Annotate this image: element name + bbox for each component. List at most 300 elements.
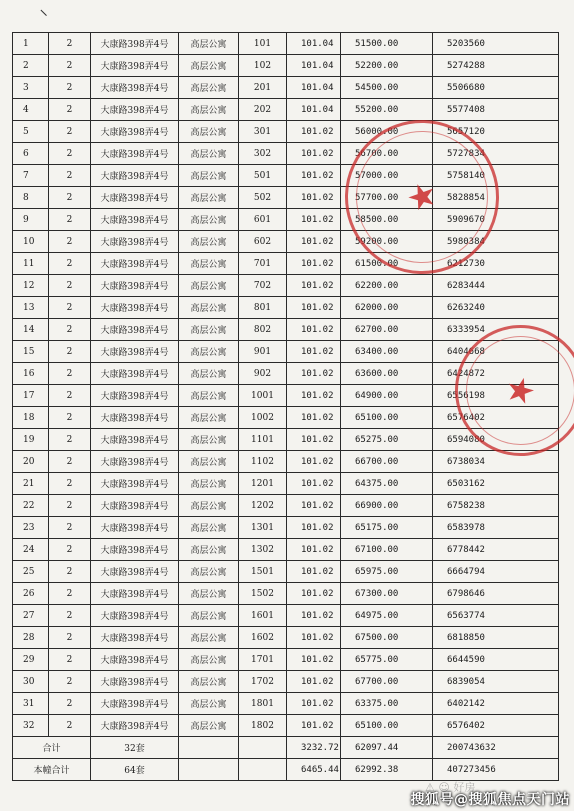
row-floors: 2 xyxy=(49,55,91,77)
row-floors: 2 xyxy=(49,385,91,407)
row-floors: 2 xyxy=(49,99,91,121)
row-floors: 2 xyxy=(49,649,91,671)
row-room: 501 xyxy=(239,165,287,187)
row-unit-price: 64900.00 xyxy=(341,385,433,407)
subtotal-empty xyxy=(179,737,239,759)
row-total: 6283444 xyxy=(433,275,559,297)
row-room: 301 xyxy=(239,121,287,143)
table-row xyxy=(13,715,559,737)
row-address: 大康路398弄4号 xyxy=(91,165,179,187)
row-number: 13 xyxy=(13,297,49,319)
row-address: 大康路398弄4号 xyxy=(91,341,179,363)
row-unit-price: 54500.00 xyxy=(341,77,433,99)
row-floors: 2 xyxy=(49,715,91,737)
row-number: 31 xyxy=(13,693,49,715)
row-unit-price: 65100.00 xyxy=(341,715,433,737)
row-type: 高层公寓 xyxy=(179,363,239,385)
table-row xyxy=(13,539,559,561)
seal-star-icon: ★ xyxy=(500,367,541,414)
row-total: 6333954 xyxy=(433,319,559,341)
row-number: 29 xyxy=(13,649,49,671)
row-unit-price: 51500.00 xyxy=(341,33,433,55)
row-room: 802 xyxy=(239,319,287,341)
table-row xyxy=(13,121,559,143)
row-area: 101.02 xyxy=(287,715,341,737)
table-row xyxy=(13,627,559,649)
row-room: 1102 xyxy=(239,451,287,473)
row-type: 高层公寓 xyxy=(179,517,239,539)
row-room: 1601 xyxy=(239,605,287,627)
row-area: 101.04 xyxy=(287,77,341,99)
row-room: 801 xyxy=(239,297,287,319)
row-room: 101 xyxy=(239,33,287,55)
row-type: 高层公寓 xyxy=(179,495,239,517)
row-address: 大康路398弄4号 xyxy=(91,583,179,605)
faint-overlay-text: ⚠ ☺ 好房 xyxy=(425,781,476,794)
table-row xyxy=(13,319,559,341)
table-row xyxy=(13,451,559,473)
row-unit-price: 61500.00 xyxy=(341,253,433,275)
row-unit-price: 64975.00 xyxy=(341,605,433,627)
row-room: 1101 xyxy=(239,429,287,451)
row-address: 大康路398弄4号 xyxy=(91,539,179,561)
row-address: 大康路398弄4号 xyxy=(91,627,179,649)
row-type: 高层公寓 xyxy=(179,319,239,341)
row-floors: 2 xyxy=(49,517,91,539)
row-address: 大康路398弄4号 xyxy=(91,77,179,99)
row-total: 6563774 xyxy=(433,605,559,627)
row-address: 大康路398弄4号 xyxy=(91,429,179,451)
row-type: 高层公寓 xyxy=(179,583,239,605)
row-address: 大康路398弄4号 xyxy=(91,275,179,297)
row-number: 12 xyxy=(13,275,49,297)
row-number: 7 xyxy=(13,165,49,187)
building-total-label: 本幢合计 xyxy=(13,759,91,781)
table-row xyxy=(13,55,559,77)
row-area: 101.02 xyxy=(287,319,341,341)
row-floors: 2 xyxy=(49,209,91,231)
row-total: 6738034 xyxy=(433,451,559,473)
row-room: 1501 xyxy=(239,561,287,583)
row-area: 101.02 xyxy=(287,649,341,671)
row-type: 高层公寓 xyxy=(179,539,239,561)
row-total: 5657120 xyxy=(433,121,559,143)
row-type: 高层公寓 xyxy=(179,253,239,275)
subtotal-area: 3232.72 xyxy=(287,737,341,759)
row-total: 6583978 xyxy=(433,517,559,539)
row-floors: 2 xyxy=(49,539,91,561)
row-total: 6402142 xyxy=(433,693,559,715)
table-row xyxy=(13,693,559,715)
row-room: 601 xyxy=(239,209,287,231)
row-number: 10 xyxy=(13,231,49,253)
row-floors: 2 xyxy=(49,341,91,363)
table-row xyxy=(13,297,559,319)
row-number: 5 xyxy=(13,121,49,143)
row-floors: 2 xyxy=(49,407,91,429)
row-type: 高层公寓 xyxy=(179,407,239,429)
row-total: 6576402 xyxy=(433,715,559,737)
table-row xyxy=(13,517,559,539)
table-row xyxy=(13,77,559,99)
building-total-total: 407273456 xyxy=(433,759,559,781)
table-row xyxy=(13,385,559,407)
row-area: 101.02 xyxy=(287,363,341,385)
row-address: 大康路398弄4号 xyxy=(91,693,179,715)
row-area: 101.04 xyxy=(287,99,341,121)
row-room: 1701 xyxy=(239,649,287,671)
row-total: 6404668 xyxy=(433,341,559,363)
row-number: 19 xyxy=(13,429,49,451)
row-area: 101.02 xyxy=(287,297,341,319)
row-floors: 2 xyxy=(49,231,91,253)
row-unit-price: 64375.00 xyxy=(341,473,433,495)
row-floors: 2 xyxy=(49,363,91,385)
row-address: 大康路398弄4号 xyxy=(91,143,179,165)
row-room: 701 xyxy=(239,253,287,275)
row-type: 高层公寓 xyxy=(179,231,239,253)
row-type: 高层公寓 xyxy=(179,671,239,693)
row-number: 15 xyxy=(13,341,49,363)
row-area: 101.02 xyxy=(287,429,341,451)
row-number: 1 xyxy=(13,33,49,55)
row-area: 101.02 xyxy=(287,517,341,539)
row-room: 1702 xyxy=(239,671,287,693)
row-address: 大康路398弄4号 xyxy=(91,517,179,539)
row-number: 32 xyxy=(13,715,49,737)
row-number: 4 xyxy=(13,99,49,121)
row-area: 101.02 xyxy=(287,253,341,275)
row-room: 1602 xyxy=(239,627,287,649)
row-type: 高层公寓 xyxy=(179,605,239,627)
row-address: 大康路398弄4号 xyxy=(91,473,179,495)
table-row xyxy=(13,671,559,693)
row-unit-price: 58500.00 xyxy=(341,209,433,231)
row-number: 24 xyxy=(13,539,49,561)
row-number: 27 xyxy=(13,605,49,627)
row-total: 6594080 xyxy=(433,429,559,451)
subtotal-avg-price: 62097.44 xyxy=(341,737,433,759)
row-floors: 2 xyxy=(49,693,91,715)
row-unit-price: 62000.00 xyxy=(341,297,433,319)
row-unit-price: 63400.00 xyxy=(341,341,433,363)
row-area: 101.02 xyxy=(287,473,341,495)
row-room: 602 xyxy=(239,231,287,253)
row-number: 23 xyxy=(13,517,49,539)
corner-mark xyxy=(40,4,52,16)
row-number: 14 xyxy=(13,319,49,341)
row-number: 3 xyxy=(13,77,49,99)
row-floors: 2 xyxy=(49,473,91,495)
subtotal-total: 200743632 xyxy=(433,737,559,759)
row-floors: 2 xyxy=(49,77,91,99)
row-address: 大康路398弄4号 xyxy=(91,649,179,671)
row-unit-price: 59200.00 xyxy=(341,231,433,253)
row-unit-price: 52200.00 xyxy=(341,55,433,77)
row-unit-price: 65775.00 xyxy=(341,649,433,671)
row-address: 大康路398弄4号 xyxy=(91,561,179,583)
row-unit-price: 56700.00 xyxy=(341,143,433,165)
row-room: 1801 xyxy=(239,693,287,715)
row-number: 2 xyxy=(13,55,49,77)
row-total: 6503162 xyxy=(433,473,559,495)
row-total: 6556198 xyxy=(433,385,559,407)
row-unit-price: 67500.00 xyxy=(341,627,433,649)
row-total: 5909670 xyxy=(433,209,559,231)
row-area: 101.02 xyxy=(287,693,341,715)
row-area: 101.02 xyxy=(287,121,341,143)
row-total: 6644590 xyxy=(433,649,559,671)
row-address: 大康路398弄4号 xyxy=(91,385,179,407)
row-type: 高层公寓 xyxy=(179,341,239,363)
row-type: 高层公寓 xyxy=(179,385,239,407)
row-room: 201 xyxy=(239,77,287,99)
row-number: 18 xyxy=(13,407,49,429)
row-total: 5577408 xyxy=(433,99,559,121)
row-address: 大康路398弄4号 xyxy=(91,231,179,253)
row-floors: 2 xyxy=(49,165,91,187)
building-total-units: 64套 xyxy=(91,759,179,781)
row-address: 大康路398弄4号 xyxy=(91,55,179,77)
row-floors: 2 xyxy=(49,429,91,451)
row-type: 高层公寓 xyxy=(179,627,239,649)
price-table xyxy=(12,32,559,781)
row-address: 大康路398弄4号 xyxy=(91,407,179,429)
table-row xyxy=(13,99,559,121)
row-address: 大康路398弄4号 xyxy=(91,187,179,209)
table-row xyxy=(13,209,559,231)
row-floors: 2 xyxy=(49,671,91,693)
row-total: 5727834 xyxy=(433,143,559,165)
row-type: 高层公寓 xyxy=(179,33,239,55)
row-number: 30 xyxy=(13,671,49,693)
table-row xyxy=(13,165,559,187)
row-area: 101.02 xyxy=(287,187,341,209)
row-floors: 2 xyxy=(49,605,91,627)
row-total: 6576402 xyxy=(433,407,559,429)
row-floors: 2 xyxy=(49,275,91,297)
row-area: 101.02 xyxy=(287,583,341,605)
row-type: 高层公寓 xyxy=(179,429,239,451)
row-address: 大康路398弄4号 xyxy=(91,451,179,473)
row-address: 大康路398弄4号 xyxy=(91,253,179,275)
row-unit-price: 62200.00 xyxy=(341,275,433,297)
row-number: 6 xyxy=(13,143,49,165)
row-room: 202 xyxy=(239,99,287,121)
row-total: 5758140 xyxy=(433,165,559,187)
row-room: 102 xyxy=(239,55,287,77)
row-room: 902 xyxy=(239,363,287,385)
building-total-avg-price: 62992.38 xyxy=(341,759,433,781)
row-total: 5506680 xyxy=(433,77,559,99)
row-number: 21 xyxy=(13,473,49,495)
row-area: 101.02 xyxy=(287,209,341,231)
row-unit-price: 66900.00 xyxy=(341,495,433,517)
row-room: 302 xyxy=(239,143,287,165)
table-row xyxy=(13,561,559,583)
row-floors: 2 xyxy=(49,121,91,143)
row-unit-price: 67300.00 xyxy=(341,583,433,605)
row-room: 1001 xyxy=(239,385,287,407)
row-type: 高层公寓 xyxy=(179,143,239,165)
row-type: 高层公寓 xyxy=(179,99,239,121)
table-body xyxy=(13,33,559,737)
building-total-area: 6465.44 xyxy=(287,759,341,781)
row-room: 502 xyxy=(239,187,287,209)
row-number: 25 xyxy=(13,561,49,583)
row-area: 101.02 xyxy=(287,275,341,297)
row-unit-price: 55200.00 xyxy=(341,99,433,121)
row-total: 6212730 xyxy=(433,253,559,275)
seal-star-icon: ★ xyxy=(400,172,444,222)
table-footer xyxy=(13,737,559,781)
row-floors: 2 xyxy=(49,33,91,55)
row-address: 大康路398弄4号 xyxy=(91,495,179,517)
row-room: 702 xyxy=(239,275,287,297)
table-row xyxy=(13,187,559,209)
row-area: 101.02 xyxy=(287,407,341,429)
table-row xyxy=(13,253,559,275)
row-total: 6798646 xyxy=(433,583,559,605)
source-watermark: 搜狐号@搜狐焦点天门站 xyxy=(410,792,570,808)
row-floors: 2 xyxy=(49,297,91,319)
row-floors: 2 xyxy=(49,495,91,517)
row-address: 大康路398弄4号 xyxy=(91,99,179,121)
row-number: 22 xyxy=(13,495,49,517)
row-type: 高层公寓 xyxy=(179,649,239,671)
row-address: 大康路398弄4号 xyxy=(91,297,179,319)
row-address: 大康路398弄4号 xyxy=(91,715,179,737)
row-floors: 2 xyxy=(49,451,91,473)
row-number: 20 xyxy=(13,451,49,473)
row-type: 高层公寓 xyxy=(179,693,239,715)
row-type: 高层公寓 xyxy=(179,165,239,187)
building-total-empty xyxy=(179,759,239,781)
row-area: 101.02 xyxy=(287,341,341,363)
row-total: 5828854 xyxy=(433,187,559,209)
building-total-row xyxy=(13,759,559,781)
table-row xyxy=(13,429,559,451)
table-row xyxy=(13,363,559,385)
row-unit-price: 67700.00 xyxy=(341,671,433,693)
row-type: 高层公寓 xyxy=(179,77,239,99)
row-room: 1802 xyxy=(239,715,287,737)
row-area: 101.02 xyxy=(287,385,341,407)
row-area: 101.02 xyxy=(287,605,341,627)
row-number: 16 xyxy=(13,363,49,385)
row-floors: 2 xyxy=(49,143,91,165)
row-floors: 2 xyxy=(49,187,91,209)
table-row xyxy=(13,583,559,605)
row-number: 9 xyxy=(13,209,49,231)
row-unit-price: 65975.00 xyxy=(341,561,433,583)
row-total: 6664794 xyxy=(433,561,559,583)
row-type: 高层公寓 xyxy=(179,297,239,319)
row-area: 101.02 xyxy=(287,165,341,187)
row-total: 6778442 xyxy=(433,539,559,561)
row-area: 101.02 xyxy=(287,627,341,649)
row-unit-price: 63375.00 xyxy=(341,693,433,715)
row-floors: 2 xyxy=(49,561,91,583)
table-row xyxy=(13,143,559,165)
row-type: 高层公寓 xyxy=(179,561,239,583)
row-area: 101.02 xyxy=(287,495,341,517)
row-type: 高层公寓 xyxy=(179,473,239,495)
row-total: 5980384 xyxy=(433,231,559,253)
row-type: 高层公寓 xyxy=(179,451,239,473)
row-room: 1202 xyxy=(239,495,287,517)
row-number: 11 xyxy=(13,253,49,275)
row-number: 17 xyxy=(13,385,49,407)
row-unit-price: 65175.00 xyxy=(341,517,433,539)
subtotal-row xyxy=(13,737,559,759)
row-total: 5203560 xyxy=(433,33,559,55)
building-total-empty-2 xyxy=(239,759,287,781)
subtotal-empty-2 xyxy=(239,737,287,759)
row-unit-price: 65100.00 xyxy=(341,407,433,429)
table-row xyxy=(13,33,559,55)
row-unit-price: 57700.00 xyxy=(341,187,433,209)
row-area: 101.02 xyxy=(287,671,341,693)
row-total: 6839054 xyxy=(433,671,559,693)
table-row xyxy=(13,407,559,429)
row-address: 大康路398弄4号 xyxy=(91,121,179,143)
row-unit-price: 65275.00 xyxy=(341,429,433,451)
row-type: 高层公寓 xyxy=(179,121,239,143)
row-room: 1502 xyxy=(239,583,287,605)
row-type: 高层公寓 xyxy=(179,55,239,77)
table-row xyxy=(13,495,559,517)
row-area: 101.04 xyxy=(287,33,341,55)
row-type: 高层公寓 xyxy=(179,275,239,297)
row-room: 1302 xyxy=(239,539,287,561)
row-unit-price: 57000.00 xyxy=(341,165,433,187)
row-address: 大康路398弄4号 xyxy=(91,209,179,231)
row-unit-price: 67100.00 xyxy=(341,539,433,561)
subtotal-units: 32套 xyxy=(91,737,179,759)
row-total: 6818850 xyxy=(433,627,559,649)
row-area: 101.02 xyxy=(287,539,341,561)
row-floors: 2 xyxy=(49,319,91,341)
row-area: 101.04 xyxy=(287,55,341,77)
row-area: 101.02 xyxy=(287,143,341,165)
row-room: 1301 xyxy=(239,517,287,539)
table-row xyxy=(13,605,559,627)
row-area: 101.02 xyxy=(287,231,341,253)
row-total: 6758238 xyxy=(433,495,559,517)
row-address: 大康路398弄4号 xyxy=(91,363,179,385)
table-row xyxy=(13,231,559,253)
row-type: 高层公寓 xyxy=(179,187,239,209)
row-unit-price: 56000.00 xyxy=(341,121,433,143)
subtotal-label: 合计 xyxy=(13,737,91,759)
row-room: 1002 xyxy=(239,407,287,429)
row-unit-price: 66700.00 xyxy=(341,451,433,473)
row-area: 101.02 xyxy=(287,451,341,473)
row-room: 901 xyxy=(239,341,287,363)
row-floors: 2 xyxy=(49,583,91,605)
row-address: 大康路398弄4号 xyxy=(91,33,179,55)
row-type: 高层公寓 xyxy=(179,209,239,231)
row-number: 26 xyxy=(13,583,49,605)
row-floors: 2 xyxy=(49,627,91,649)
row-type: 高层公寓 xyxy=(179,715,239,737)
row-total: 6263240 xyxy=(433,297,559,319)
row-address: 大康路398弄4号 xyxy=(91,671,179,693)
table-row xyxy=(13,473,559,495)
row-total: 5274288 xyxy=(433,55,559,77)
row-room: 1201 xyxy=(239,473,287,495)
